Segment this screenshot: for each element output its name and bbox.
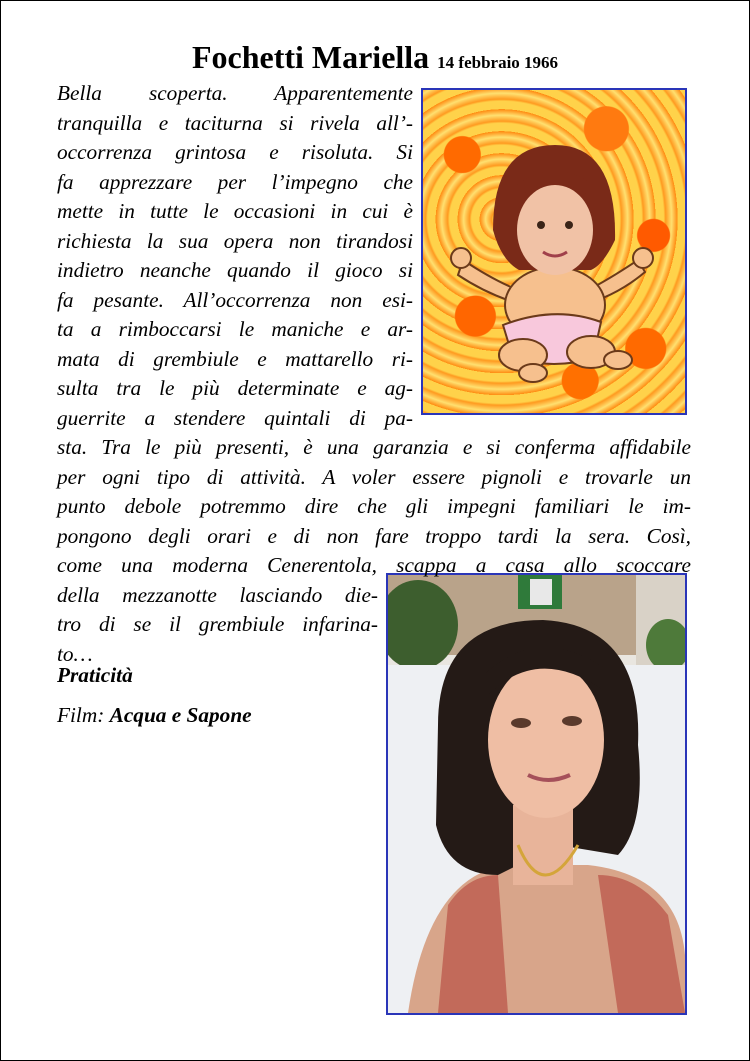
- birth-date: 14 febbraio 1966: [437, 53, 559, 72]
- text-line: ta a rimboccarsi le maniche e ar-: [57, 317, 413, 341]
- text-line: richiesta la sua opera non tirandosi: [57, 228, 413, 253]
- text-line: occorrenza grintosa e risoluta. Si: [57, 140, 413, 164]
- page-title: [1, 39, 749, 76]
- favorite-film: [57, 703, 252, 728]
- person-name: Fochetti Mariella: [191, 39, 430, 75]
- text-line: come una moderna Cenerentola, scappa a casa allo scoccare: [57, 553, 691, 577]
- text-line: della mezzanotte lasciando die-: [57, 582, 378, 607]
- film-label: Film:: [57, 703, 110, 727]
- text-line: fa pesante. All’occorrenza non esi-: [57, 287, 413, 312]
- text-line: fa apprezzare per l’impegno che: [57, 169, 413, 194]
- text-line: sta. Tra le più presenti, è una garanzia e si conferma affidabile: [57, 435, 691, 459]
- text-line: tranquilla e taciturna si rivela all’-: [57, 110, 413, 135]
- film-title: Acqua e Sapone: [109, 703, 252, 727]
- text-line: per ogni tipo di attività. A voler essere pignoli e trovarle un: [57, 464, 691, 489]
- text-line: mata di grembiule e mattarello ri-: [57, 346, 413, 371]
- text-line: tro di se il grembiule infarina-: [57, 612, 378, 636]
- text-line: pongono degli orari e di non fare troppo tardi la sera. Così,: [57, 523, 691, 548]
- text-line: guerrite a stendere quintali di pa-: [57, 405, 413, 430]
- text-line: mette in tutte le occasioni in cui è: [57, 199, 413, 223]
- text-line: to…: [57, 641, 93, 666]
- text-line: indietro neanche quando il gioco si: [57, 258, 413, 282]
- text-line: Bella scoperta. Apparentemente: [57, 81, 413, 105]
- trait-heading: Praticità: [57, 663, 133, 687]
- text-line: punto debole potremmo dire che gli impegni familiari le im-: [57, 494, 691, 518]
- text-line: sulta tra le più determinate e ag-: [57, 376, 413, 400]
- biography-text: [57, 79, 691, 669]
